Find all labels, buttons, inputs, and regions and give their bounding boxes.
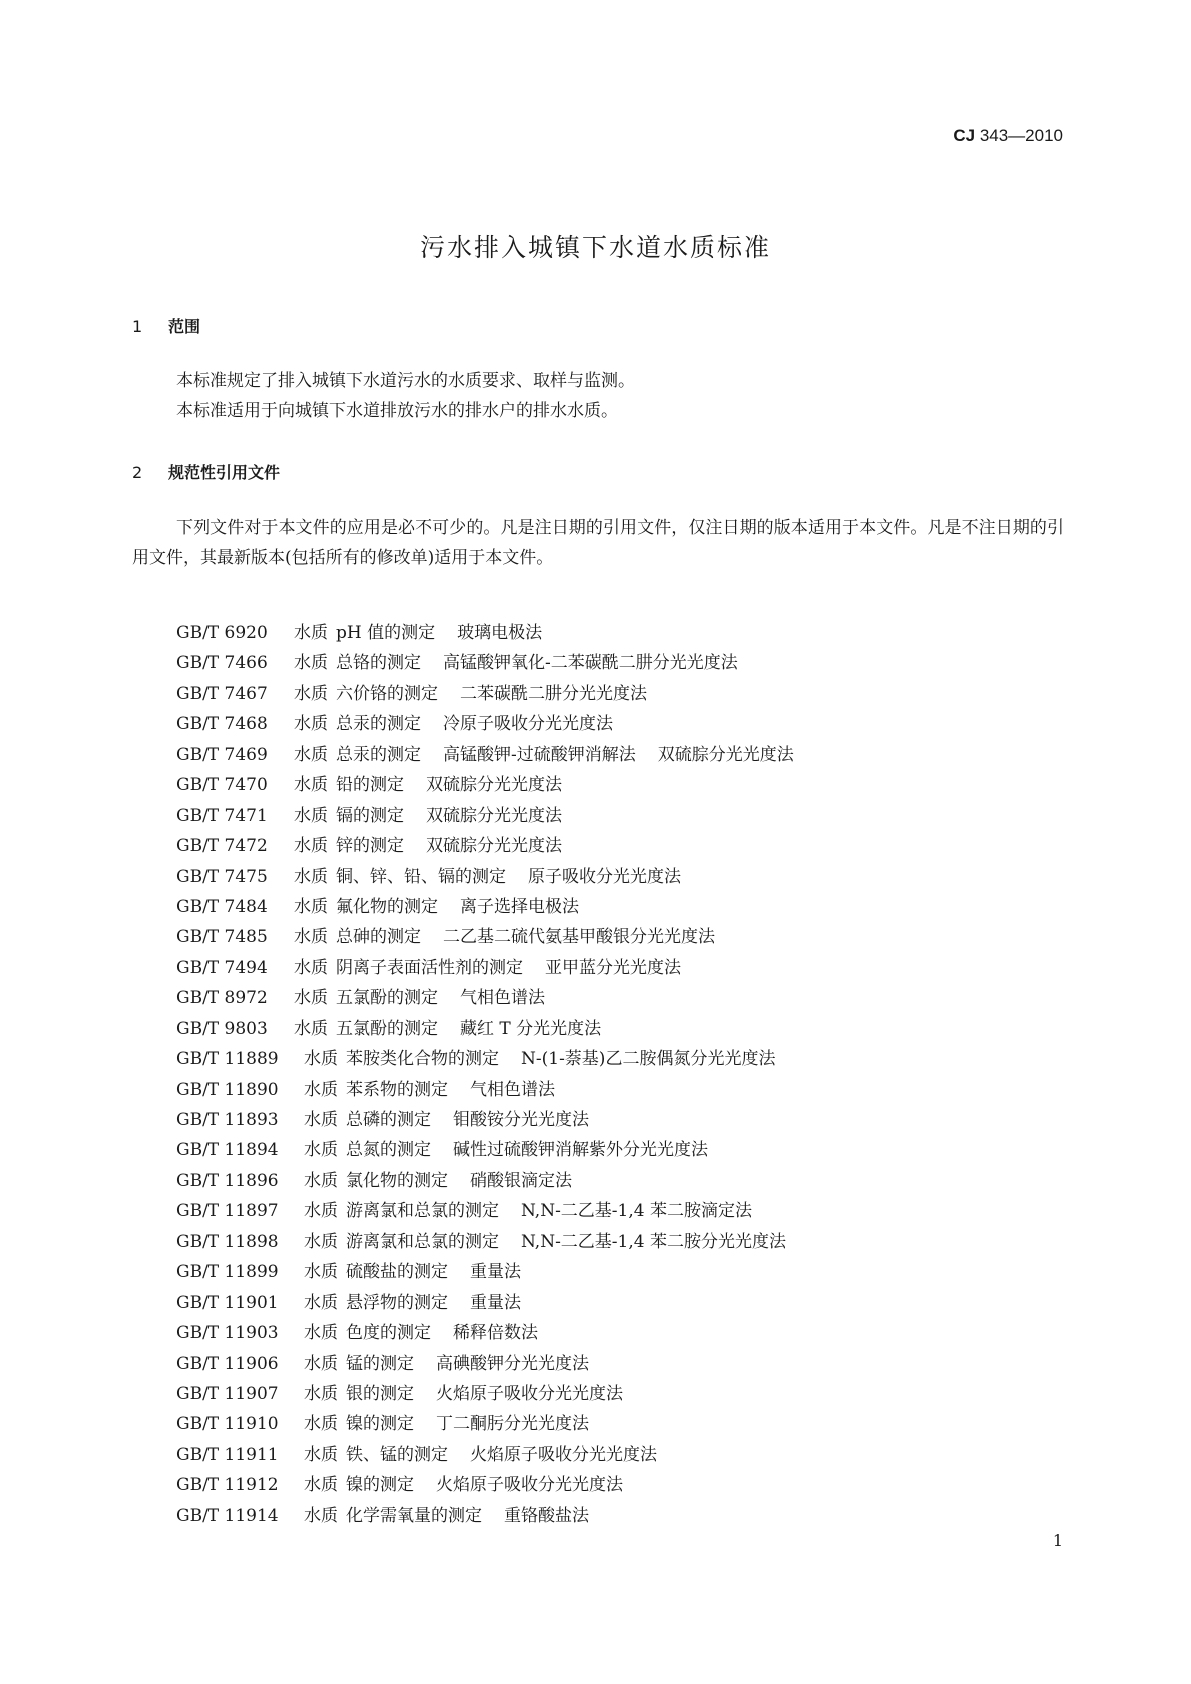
reference-category: 水质 xyxy=(304,1231,338,1252)
paragraph: 下列文件对于本文件的应用是必不可少的。凡是注日期的引用文件，仅注日期的版本适用于本文件。凡是不注日期的引用文件，其最新版本(包括所有的修改单)适用于本文件。 xyxy=(132,518,1064,568)
reference-category: 水质 xyxy=(294,623,328,643)
reference-item xyxy=(176,1044,816,1074)
reference-category: 水质 xyxy=(304,1292,338,1313)
references-intro xyxy=(132,513,1064,573)
page-number: 1 xyxy=(1052,1531,1063,1550)
reference-category: 水质 xyxy=(304,1323,338,1344)
reference-category: 水质 xyxy=(304,1475,338,1496)
reference-code: GB/T 7484 xyxy=(176,896,268,917)
reference-subject: pH 值的测定 xyxy=(336,623,436,643)
reference-category: 水质 xyxy=(294,957,328,978)
reference-subject: 苯系物的测定 xyxy=(346,1079,448,1100)
reference-category: 水质 xyxy=(304,1383,338,1404)
reference-code: GB/T 7485 xyxy=(176,927,268,948)
reference-method: 重量法 xyxy=(470,1262,521,1283)
reference-category: 水质 xyxy=(304,1110,338,1130)
reference-method: 重铬酸盐法 xyxy=(504,1505,589,1526)
paragraph: 本标准规定了排入城镇下水道污水的水质要求、取样与监测。 xyxy=(176,371,635,391)
reference-code: GB/T 11889 xyxy=(176,1049,279,1070)
reference-subject: 游离氯和总氯的测定 xyxy=(346,1231,499,1252)
reference-category: 水质 xyxy=(294,927,328,948)
reference-item xyxy=(176,1166,816,1196)
reference-subject: 阴离子表面活性剂的测定 xyxy=(336,957,523,978)
reference-category: 水质 xyxy=(304,1414,338,1435)
reference-subject: 总汞的测定 xyxy=(336,744,421,765)
reference-code: GB/T 11911 xyxy=(176,1444,279,1465)
scope-body xyxy=(132,366,1064,426)
reference-item xyxy=(176,1501,816,1531)
reference-subject: 锌的测定 xyxy=(336,836,404,857)
reference-method: N-(1-萘基)乙二胺偶氮分光光度法 xyxy=(521,1049,776,1070)
reference-subject: 镍的测定 xyxy=(346,1475,414,1496)
reference-subject: 银的测定 xyxy=(346,1383,414,1404)
reference-code: GB/T 11898 xyxy=(176,1231,279,1252)
standard-code xyxy=(953,126,1063,146)
reference-code: GB/T 6920 xyxy=(176,623,268,643)
section-number: 1 xyxy=(132,317,143,336)
reference-subject: 悬浮物的测定 xyxy=(346,1292,448,1313)
reference-item xyxy=(176,801,816,831)
section-heading-scope xyxy=(132,314,200,337)
reference-category: 水质 xyxy=(304,1353,338,1374)
reference-method: 双硫腙分光光度法 xyxy=(426,836,562,857)
reference-subject: 总氮的测定 xyxy=(346,1140,431,1161)
reference-item xyxy=(176,1288,816,1318)
reference-code: GB/T 11903 xyxy=(176,1323,279,1344)
reference-code: GB/T 11907 xyxy=(176,1383,279,1404)
reference-category: 水质 xyxy=(294,988,328,1009)
reference-item xyxy=(176,1379,816,1409)
reference-code: GB/T 7475 xyxy=(176,866,268,887)
reference-subject: 总砷的测定 xyxy=(336,927,421,948)
reference-subject: 镍的测定 xyxy=(346,1414,414,1435)
reference-category: 水质 xyxy=(294,683,328,704)
reference-subject: 游离氯和总氯的测定 xyxy=(346,1201,499,1222)
reference-method: 高锰酸钾氧化-二苯碳酰二肼分光光度法 xyxy=(443,653,738,674)
reference-item xyxy=(176,922,816,952)
reference-method: 火焰原子吸收分光光度法 xyxy=(436,1475,623,1496)
reference-subject: 铁、锰的测定 xyxy=(346,1444,448,1465)
reference-category: 水质 xyxy=(304,1444,338,1465)
paragraph: 本标准适用于向城镇下水道排放污水的排水户的排水水质。 xyxy=(176,401,618,421)
reference-item xyxy=(176,953,816,983)
reference-category: 水质 xyxy=(294,1018,328,1039)
standard-number: 343—2010 xyxy=(979,126,1063,145)
reference-method: 二乙基二硫代氨基甲酸银分光光度法 xyxy=(443,927,715,948)
reference-code: GB/T 11910 xyxy=(176,1414,279,1435)
reference-method: 稀释倍数法 xyxy=(453,1323,538,1344)
reference-method: 亚甲蓝分光光度法 xyxy=(545,957,681,978)
reference-subject: 总铬的测定 xyxy=(336,653,421,674)
reference-subject: 化学需氧量的测定 xyxy=(346,1505,482,1526)
reference-code: GB/T 7494 xyxy=(176,957,268,978)
reference-subject: 六价铬的测定 xyxy=(336,683,438,704)
reference-category: 水质 xyxy=(304,1140,338,1161)
reference-code: GB/T 11912 xyxy=(176,1475,279,1496)
reference-item xyxy=(176,1135,816,1165)
reference-code: GB/T 11914 xyxy=(176,1505,279,1526)
reference-item xyxy=(176,709,816,739)
reference-method: 冷原子吸收分光光度法 xyxy=(443,714,613,735)
reference-item xyxy=(176,1105,816,1135)
reference-code: GB/T 7467 xyxy=(176,683,268,704)
reference-category: 水质 xyxy=(304,1049,338,1070)
reference-item xyxy=(176,648,816,678)
section-heading-normative-references xyxy=(132,460,280,483)
reference-code: GB/T 9803 xyxy=(176,1018,268,1039)
section-number: 2 xyxy=(132,463,143,482)
reference-subject: 氯化物的测定 xyxy=(346,1170,448,1191)
reference-list xyxy=(176,618,816,1531)
reference-subject: 总磷的测定 xyxy=(346,1110,431,1130)
document-title: 污水排入城镇下水道水质标准 xyxy=(419,233,771,262)
reference-code: GB/T 7469 xyxy=(176,744,268,765)
reference-method: N,N-二乙基-1,4 苯二胺滴定法 xyxy=(521,1201,752,1222)
reference-category: 水质 xyxy=(304,1079,338,1100)
reference-code: GB/T 7472 xyxy=(176,836,268,857)
reference-subject: 锰的测定 xyxy=(346,1353,414,1374)
reference-method: 钼酸铵分光光度法 xyxy=(453,1110,589,1130)
reference-code: GB/T 11896 xyxy=(176,1170,279,1191)
reference-item xyxy=(176,740,816,770)
reference-category: 水质 xyxy=(294,805,328,826)
reference-method: 气相色谱法 xyxy=(470,1079,555,1100)
reference-method: 气相色谱法 xyxy=(460,988,545,1009)
reference-subject: 总汞的测定 xyxy=(336,714,421,735)
reference-category: 水质 xyxy=(294,653,328,674)
reference-code: GB/T 11893 xyxy=(176,1110,279,1130)
reference-method: 重量法 xyxy=(470,1292,521,1313)
reference-subject: 五氯酚的测定 xyxy=(336,988,438,1009)
reference-category: 水质 xyxy=(294,866,328,887)
reference-item xyxy=(176,892,816,922)
reference-item xyxy=(176,862,816,892)
reference-method: 藏红 T 分光光度法 xyxy=(460,1018,602,1039)
reference-item xyxy=(176,679,816,709)
reference-category: 水质 xyxy=(304,1262,338,1283)
reference-item xyxy=(176,1257,816,1287)
reference-method: 玻璃电极法 xyxy=(457,623,543,643)
reference-subject: 色度的测定 xyxy=(346,1323,431,1344)
reference-item xyxy=(176,1075,816,1105)
reference-code: GB/T 7470 xyxy=(176,775,268,796)
reference-item xyxy=(176,983,816,1013)
reference-item xyxy=(176,1227,816,1257)
reference-code: GB/T 11899 xyxy=(176,1262,279,1283)
reference-code: GB/T 11906 xyxy=(176,1353,279,1374)
reference-method: 火焰原子吸收分光光度法 xyxy=(470,1444,657,1465)
reference-method: 原子吸收分光光度法 xyxy=(528,866,681,887)
reference-category: 水质 xyxy=(294,744,328,765)
reference-subject: 苯胺类化合物的测定 xyxy=(346,1049,499,1070)
reference-method: 高碘酸钾分光光度法 xyxy=(436,1353,589,1374)
reference-method-secondary: 双硫腙分光光度法 xyxy=(657,744,794,765)
standard-prefix: CJ xyxy=(953,126,976,145)
reference-method: 二苯碳酰二肼分光光度法 xyxy=(460,683,647,704)
reference-item xyxy=(176,1440,816,1470)
reference-category: 水质 xyxy=(304,1201,338,1222)
reference-item xyxy=(176,770,816,800)
reference-item xyxy=(176,618,816,648)
reference-code: GB/T 11894 xyxy=(176,1140,279,1161)
reference-code: GB/T 11897 xyxy=(176,1201,279,1222)
reference-subject: 铜、锌、铅、镉的测定 xyxy=(336,866,506,887)
reference-subject: 镉的测定 xyxy=(336,805,404,826)
reference-item xyxy=(176,1409,816,1439)
reference-item xyxy=(176,1470,816,1500)
reference-method: 火焰原子吸收分光光度法 xyxy=(436,1383,623,1404)
reference-item xyxy=(176,1196,816,1226)
reference-category: 水质 xyxy=(294,896,328,917)
reference-subject: 氟化物的测定 xyxy=(336,896,438,917)
reference-category: 水质 xyxy=(294,714,328,735)
reference-code: GB/T 11890 xyxy=(176,1079,279,1100)
reference-method: 离子选择电极法 xyxy=(460,896,579,917)
reference-subject: 五氯酚的测定 xyxy=(336,1018,438,1039)
reference-code: GB/T 8972 xyxy=(176,988,268,1009)
reference-subject: 硫酸盐的测定 xyxy=(346,1262,448,1283)
reference-item xyxy=(176,1318,816,1348)
reference-method: 硝酸银滴定法 xyxy=(470,1170,572,1191)
reference-category: 水质 xyxy=(294,775,328,796)
reference-item xyxy=(176,1014,816,1044)
reference-category: 水质 xyxy=(294,836,328,857)
reference-item xyxy=(176,831,816,861)
reference-code: GB/T 7466 xyxy=(176,653,268,674)
reference-subject: 铅的测定 xyxy=(336,775,404,796)
reference-code: GB/T 7471 xyxy=(176,805,268,826)
reference-method: N,N-二乙基-1,4 苯二胺分光光度法 xyxy=(521,1231,786,1252)
reference-category: 水质 xyxy=(304,1170,338,1191)
reference-code: GB/T 7468 xyxy=(176,714,268,735)
reference-category: 水质 xyxy=(304,1505,338,1526)
reference-method: 双硫腙分光光度法 xyxy=(426,775,562,796)
reference-method: 双硫腙分光光度法 xyxy=(426,805,562,826)
reference-method: 丁二酮肟分光光度法 xyxy=(436,1414,589,1435)
reference-method: 碱性过硫酸钾消解紫外分光光度法 xyxy=(453,1140,708,1161)
reference-code: GB/T 11901 xyxy=(176,1292,279,1313)
reference-item xyxy=(176,1349,816,1379)
reference-method: 高锰酸钾-过硫酸钾消解法 xyxy=(443,744,636,765)
section-title: 规范性引用文件 xyxy=(168,463,281,482)
section-title: 范围 xyxy=(168,317,201,336)
